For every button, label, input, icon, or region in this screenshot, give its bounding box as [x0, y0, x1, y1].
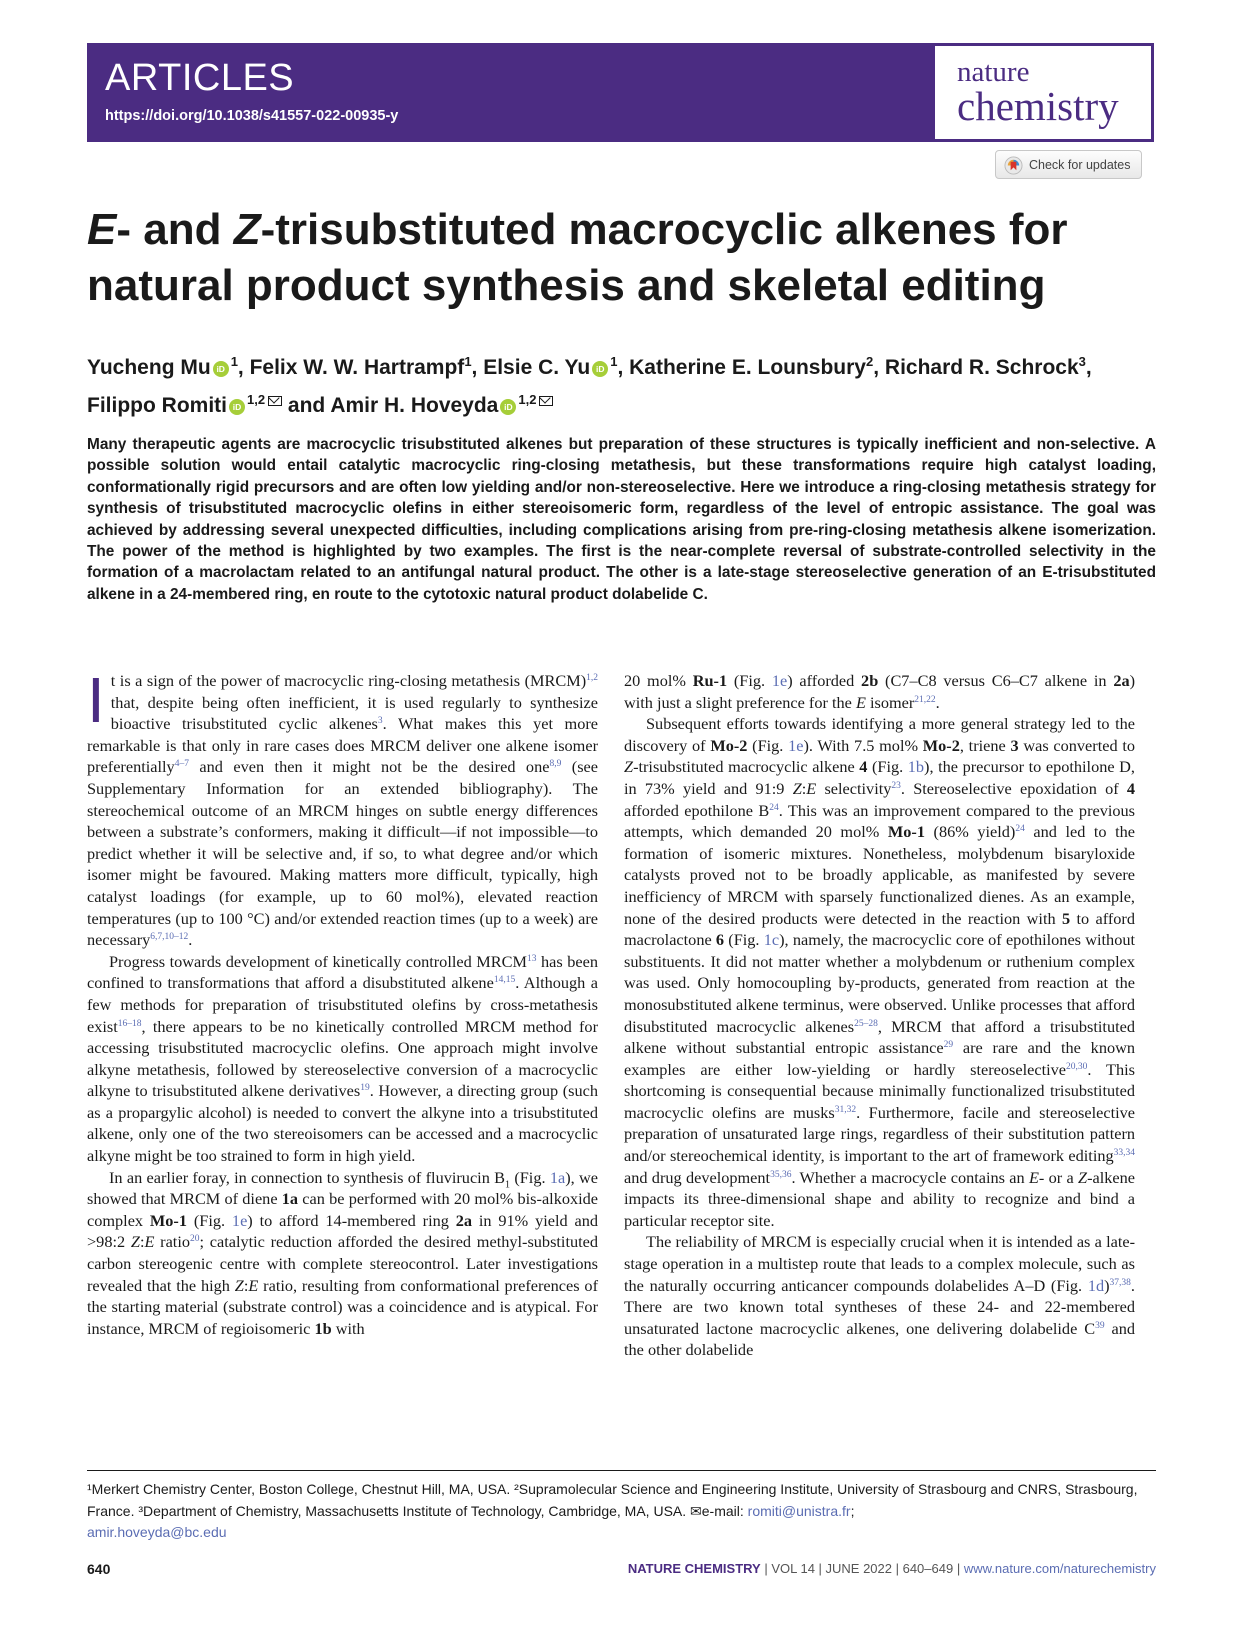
article-title — [87, 202, 1167, 314]
author-name[interactable]: Amir H. Hoveyda — [330, 394, 499, 417]
orcid-icon[interactable]: iD — [229, 399, 245, 415]
author-name[interactable]: Filippo Romiti — [87, 394, 227, 417]
footer-issue: | VOL 14 | JUNE 2022 | 640–649 | — [760, 1561, 964, 1576]
author-name[interactable]: Elsie C. Yu — [483, 356, 591, 379]
body-paragraph: It is a sign of the power of macrocyclic ring-closing metathesis (MRCM)$^{1,2}$ that, despite being often inefficient, it is used regularly to synthesize bioactive trisubstituted cyclic alkenes$^3$. What makes this yet more remarkable is that only in rare cases does MRCM deliver one alkene isomer preferentially$^{4-7}$ and even then it might not be the desired one$^{8,9}$ (see Supplementary Information for an extended bibliography). The stereochemical outcome of an MRCM hinges on subtle energy differences between a substrate’s conformers, making it difficult—if not impossible—to predict whether it will be selective and, if so, to what degree and/or which isomer might be favoured. Making matters more difficult, typically, high catalyst loadings (for example, up to 60 mol%), elevated reaction temperatures (up to 100 °C) and/or extended reaction times (up to a week) are necessary$^{6,7,10-12}$. — [87, 664, 598, 950]
author-affiliation: 1 — [230, 354, 238, 369]
title-part-a: - and — [116, 205, 234, 254]
crossmark-icon — [1004, 156, 1023, 175]
journal-logo-line1: nature — [957, 56, 1030, 88]
body-column-left — [87, 664, 599, 1339]
author-affiliation: 1,2 — [518, 392, 537, 407]
section-label: ARTICLES — [105, 57, 295, 99]
header-banner — [87, 43, 1154, 142]
footnote-divider — [87, 1470, 1156, 1471]
abstract: Many therapeutic agents are macrocyclic trisubstituted alkenes but preparation of these structures is typically inefficient and non-selective. A possible solution would entail catalytic macrocyclic ring-closing metathesis, but these transformations require high catalyst loading, conformationally rigid precursors and are often low yielding and/or non-stereoselective. Here we introduce a ring-closing metathesis strategy for synthesis of trisubstituted macrocyclic olefins in either stereoisomeric form, regardless of the level of entropic assistance. The goal was achieved by addressing several unexpected difficulties, including complications arising from pre-ring-closing metathesis alkene isomerization. The power of the method is highlighted by two examples. The first is the near-complete reversal of substrate-controlled selectivity in the formation of a macrolactam related to an antifungal natural product. The other is a late-stage stereoselective generation of an E-trisubstituted alkene in a 24-membered ring, en route to the cytotoxic natural product dolabelide C. — [87, 436, 1156, 603]
doi-link[interactable]: https://doi.org/10.1038/s41557-022-00935-y — [105, 108, 399, 124]
title-line2: natural product synthesis and skeletal editing — [87, 261, 1046, 310]
orcid-icon[interactable]: iD — [500, 399, 516, 415]
author-name[interactable]: Richard R. Schrock — [884, 356, 1079, 379]
email-separator: ; — [850, 1502, 855, 1519]
page-number: 640 — [87, 1561, 111, 1577]
journal-footer — [628, 1561, 1156, 1576]
footer-journal-name: NATURE CHEMISTRY — [627, 1561, 761, 1576]
journal-logo[interactable] — [935, 46, 1151, 139]
affiliations-text: ¹Merkert Chemistry Center, Boston College, Chestnut Hill, MA, USA. ²Supramolecular Science and Engineering Institute, University of Strasbourg and CNRS, Strasbourg, France. ³Department of Chemistry, Massachusetts Institute of Technology, Cambridge, MA, USA. ✉e-mail: — [87, 1481, 1138, 1519]
body-column-right — [624, 670, 1135, 1361]
email-link-romiti[interactable]: romiti@unistra.fr — [747, 1502, 851, 1519]
body-paragraph: Subsequent efforts towards identifying a more general strategy led to the discovery of Mo-2 (Fig. 1e). With 7.5 mol% Mo-2, triene 3 was converted to Z-trisubstituted macrocyclic alkene 4 (Fig. 1b), the precursor to epothilone D, in 73% yield and 91:9 Z:E selectivity$^{23}$. Stereoselective epoxidation of 4 afforded epothilone B$^{24}$. This was an improvement compared to the previous attempts, which demanded 20 mol% Mo-1 (86% yield)$^{24}$ and led to the formation of isomeric mixtures. Nonetheless, molybdenum bisaryloxide catalysts proved not to be broadly applicable, as manifested by severe inefficiency of MRCM with sparsely functionalized dienes. As an example, none of the desired products were detected in the reaction with 5 to afford macrolactone 6 (Fig. 1c), namely, the macrocyclic core of epothilones without substituents. It did not matter whether a molybdenum or ruthenium complex was used. Only homocoupling by-products, generated from reaction at the monosubstituted alkene terminus, were observed. Unlike processes that afford disubstituted macrocyclic alkenes$^{25-28}$, MRCM that afford a trisubstituted alkene without substantial entropic assistance$^{29}$ are rare and the known examples are either low-yielding or hardly stereoselective$^{20,30}$. This shortcoming is consequential because minimally functionalized trisubstituted macrocyclic olefins are musks$^{31,32}$. Furthermore, facile and stereoselective preparation of unsaturated large rings, regardless of their substitution pattern and/or stereochemical identity, is important to the art of framework editing$^{33,34}$ and drug development$^{35,36}$. Whether a macrocycle contains an E- or a Z-alkene impacts its three-dimensional shape and ability to recognize and bind a particular receptor site. — [624, 714, 1136, 1230]
author-affiliation: 1 — [610, 354, 618, 369]
orcid-icon[interactable]: iD — [592, 361, 608, 377]
author-affiliation: 2 — [866, 354, 874, 369]
check-for-updates-button[interactable] — [995, 150, 1142, 179]
author-affiliation: 1,2 — [246, 392, 266, 407]
author-affiliation: 3 — [1078, 354, 1086, 369]
email-icon[interactable] — [268, 396, 282, 406]
author-list: Yucheng Mu iD $^1$, Felix W. W. Hartrampf$^1$, Elsie C. Yu iD $^1$, Katherine E. Lounsbury$^2$, Richard R. Schrock$^3$, Filippo Romiti iD $^{1,2}$ and Amir H. Hoveyda iD $^{1,2}$ — [87, 354, 1092, 417]
drop-cap: I — [87, 664, 105, 736]
author-name[interactable]: Katherine E. Lounsbury — [629, 356, 866, 379]
body-paragraph: In an earlier foray, in connection to synthesis of fluvirucin $B_1$ (Fig. 1a), we showed that MRCM of diene 1a can be performed with 20 mol% bis-alkoxide complex Mo-1 (Fig. 1e) to afford 14-membered ring 2a in 91% yield and >98:2 Z:E ratio$^{20}$; catalytic reduction afforded the desired methyl-substituted carbon stereogenic centre with complete stereocontrol. Later investigations revealed that the high Z:E ratio, resulting from conformational preferences of the starting material (substrate control) was a coincidence and is atypical. For instance, MRCM of regioisomeric 1b with — [87, 1167, 599, 1338]
orcid-icon[interactable]: iD — [213, 361, 229, 377]
title-z: Z — [233, 205, 261, 254]
body-paragraph: 20 mol% Ru-1 (Fig. 1e) afforded 2b (C7–C8 versus C6–C7 alkene in 2a) with just a slight preference for the E isomer$^{21,22}$. — [624, 671, 1136, 712]
author-name[interactable]: Yucheng Mu — [87, 356, 211, 379]
title-part-c: -trisubstituted macrocyclic alkenes for — [260, 205, 1068, 254]
title-e: E — [87, 205, 117, 254]
authors-and: and — [287, 394, 326, 417]
author-name[interactable]: Felix W. W. Hartrampf — [249, 356, 465, 379]
body-paragraph: The reliability of MRCM is especially crucial when it is intended as a late-stage operation in a multistep route that leads to a complex molecule, such as the naturally occurring anticancer compounds dolabelides A–D (Fig. 1d)$^{37,38}$. There are two known total syntheses of these 24- and 22-membered unsaturated lactone macrocyclic alkenes, one delivering dolabelide C$^{39}$ and the other dolabelide — [624, 1232, 1135, 1360]
body-paragraph: Progress towards development of kinetically controlled MRCM$^{13}$ has been confined to transformations that afford a disubstituted alkene$^{14,15}$. Although a few methods for preparation of trisubstituted olefins by cross-metathesis exist$^{16-18}$, there appears to be no kinetically controlled MRCM method for accessing trisubstituted macrocyclic olefins. One approach might involve alkyne metathesis, followed by stereoselective conversion of a macrocyclic alkyne to trisubstituted alkene derivatives$^{19}$. However, a directing group (such as a propargylic alcohol) is needed to convert the alkyne into a trisubstituted alkene, only one of the two stereoisomers can be accessed and a macrocyclic alkyne might be too strained to form in high yield. — [87, 951, 598, 1166]
author-affiliation: 1 — [464, 354, 472, 369]
check-for-updates-label: Check for updates — [1029, 158, 1131, 172]
email-link-hoveyda[interactable]: amir.hoveyda@bc.edu — [87, 1524, 227, 1540]
journal-logo-line2: chemistry — [957, 83, 1119, 129]
footer-url-link[interactable]: www.nature.com/naturechemistry — [963, 1561, 1156, 1576]
affiliations — [87, 1479, 1156, 1544]
email-icon[interactable] — [539, 396, 553, 406]
